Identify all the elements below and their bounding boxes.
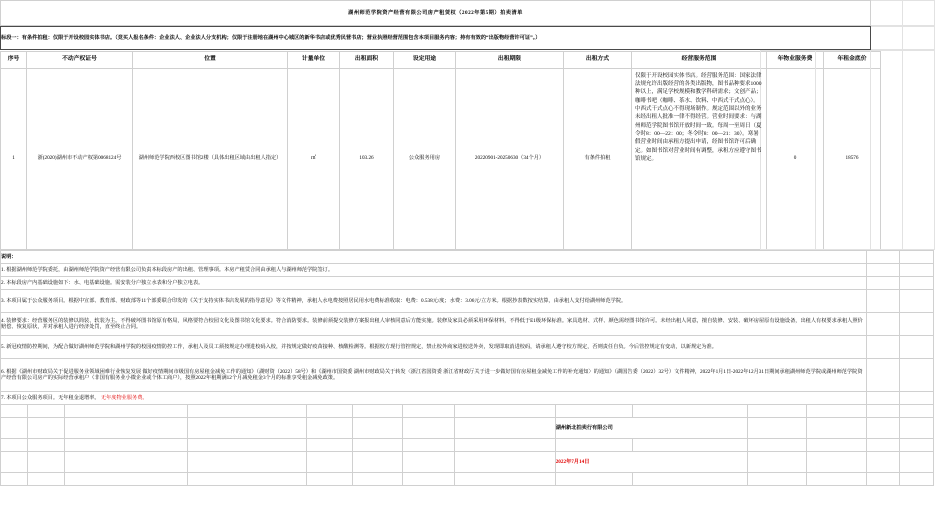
cell-usage: 公众服务用房 bbox=[394, 68, 456, 249]
listing-spacer-cell-2 bbox=[815, 51, 870, 250]
page-title: 湖州师范学院资产经营有限公司房产租赁权（2022年第5期）拍卖清单 bbox=[1, 1, 871, 26]
sig-blank-6 bbox=[353, 418, 403, 439]
notes-spacer-c2 bbox=[900, 277, 934, 290]
col-header-method: 出租方式 bbox=[564, 51, 632, 68]
blank-cell-3-9 bbox=[555, 473, 632, 486]
notes-spacer-a2 bbox=[900, 251, 934, 264]
blank-cell-1-10 bbox=[632, 405, 747, 418]
blank-cell-3-14 bbox=[900, 473, 934, 486]
listing-spacer-cell-3 bbox=[870, 51, 902, 250]
notes-spacer-g2 bbox=[900, 359, 934, 392]
note-item-7 bbox=[1, 392, 867, 405]
note-item-7-highlight: 无年度物业服务费。 bbox=[100, 394, 148, 401]
date-blank-3 bbox=[64, 452, 187, 473]
sig-blank-12 bbox=[807, 418, 867, 439]
note-row-4 bbox=[1, 313, 934, 336]
date-blank-2 bbox=[28, 452, 65, 473]
blank-cell-1-5 bbox=[307, 405, 353, 418]
sig-blank-7 bbox=[403, 418, 455, 439]
notice-spacer-cell-2 bbox=[903, 27, 935, 50]
date-blank-12 bbox=[807, 452, 867, 473]
date-blank-14 bbox=[900, 452, 934, 473]
notes-spacer-h2 bbox=[900, 392, 934, 405]
note-row-6 bbox=[1, 359, 934, 392]
col-header-term: 出租期限 bbox=[456, 51, 564, 68]
notes-spacer-g1 bbox=[867, 359, 900, 392]
cell-method: 有条件拍租 bbox=[564, 68, 632, 249]
blank-cell-3-12 bbox=[807, 473, 867, 486]
date-row bbox=[1, 452, 934, 473]
blank-cell-1-13 bbox=[867, 405, 900, 418]
notes-spacer-h1 bbox=[867, 392, 900, 405]
blank-cell-2-13 bbox=[867, 439, 900, 452]
blank-cell-1-6 bbox=[353, 405, 403, 418]
blank-cell-3-1 bbox=[1, 473, 28, 486]
cell-location: 湖州师范学院西校区图书馆2楼（具体出租区域由出租人指定） bbox=[133, 68, 288, 249]
blank-cell-3-10 bbox=[632, 473, 747, 486]
blank-row-3 bbox=[1, 473, 934, 486]
table-header-row bbox=[1, 51, 881, 68]
blank-cell-2-11 bbox=[747, 439, 807, 452]
notes-spacer-e1 bbox=[867, 313, 900, 336]
cell-term: 20220901-20250630（34个月） bbox=[456, 68, 564, 249]
blank-cell-2-6 bbox=[353, 439, 403, 452]
date-blank-1 bbox=[1, 452, 28, 473]
blank-row-2 bbox=[1, 439, 934, 452]
notes-spacer-d1 bbox=[867, 290, 900, 313]
cell-unit: ㎡ bbox=[288, 68, 340, 249]
col-header-index: 序号 bbox=[1, 51, 27, 68]
blank-cell-3-13 bbox=[867, 473, 900, 486]
note-item-7-plain: 7. 本项目公众服务项目。无年租金退增率。 bbox=[1, 394, 100, 401]
blank-cell-1-8 bbox=[455, 405, 555, 418]
auction-notice: 标段一：有条件拍租：仅限于开设校园实体书店。（竞买人报名条件：企业法人、企业法人分支机构；仅限于注册地在湖州中心城区的新华书店或优秀民营书店；营业执照经营范围包含本项目服务内容；持有有效的“出版物经营许可证”。） bbox=[1, 27, 871, 50]
col-header-scope: 经营服务范围 bbox=[632, 51, 767, 68]
date-blank-11 bbox=[747, 452, 807, 473]
note-row-2 bbox=[1, 277, 934, 290]
date-blank-4 bbox=[187, 452, 306, 473]
notes-spacer-b1 bbox=[867, 264, 900, 277]
note-item-2: 2. 本标段房产内基础设施如下：水、电基础设施。需安装分户独立水表和分户独立电表。 bbox=[1, 277, 867, 290]
blank-cell-3-11 bbox=[747, 473, 807, 486]
sig-blank-14 bbox=[900, 418, 934, 439]
blank-cell-2-7 bbox=[403, 439, 455, 452]
listing-spacer-cell-1 bbox=[760, 51, 815, 250]
blank-cell-1-14 bbox=[900, 405, 934, 418]
col-header-usage: 设定用途 bbox=[394, 51, 456, 68]
sig-blank-5 bbox=[307, 418, 353, 439]
date-blank-13 bbox=[867, 452, 900, 473]
sig-blank-4 bbox=[187, 418, 306, 439]
col-header-base-rent: 年租金底价 bbox=[824, 51, 881, 68]
sig-blank-11 bbox=[747, 418, 807, 439]
date-blank-7 bbox=[403, 452, 455, 473]
blank-row-1 bbox=[1, 405, 934, 418]
auction-company-name: 湖州新北拍卖行有限公司 bbox=[555, 418, 747, 439]
table-row bbox=[1, 68, 881, 249]
date-blank-8 bbox=[455, 452, 555, 473]
notice-spacer-cell-1 bbox=[871, 27, 903, 50]
title-spacer-cell-1 bbox=[871, 1, 903, 26]
col-header-area: 出租面积 bbox=[340, 51, 394, 68]
notes-spacer-c1 bbox=[867, 277, 900, 290]
blank-cell-2-12 bbox=[807, 439, 867, 452]
blank-cell-2-1 bbox=[1, 439, 28, 452]
blank-cell-1-4 bbox=[187, 405, 306, 418]
notes-label-row bbox=[1, 251, 934, 264]
cell-index: 1 bbox=[1, 68, 27, 249]
listing-spacer-cell-4 bbox=[902, 51, 934, 250]
note-item-1: 1. 根据湖州师范学院委托，由湖州师范学院资产经营有限公司负责本标段房产的出租、管理事项。本房产租赁合同由承租人与湖州师范学院签订。 bbox=[1, 264, 867, 277]
note-item-3: 3. 本项目属于公众服务项目。根据中宣部、教育部、财政部等11个部委联合印发的《关于支持实体书店发展的指导意见》等文件精神，承租人水电费按照居民用水电费标准收取：电费：0.538元/度；水费：3.06元/立方米。根据抄表数按实结算，由承租人支付给湖州师范学院。 bbox=[1, 290, 867, 313]
cell-scope: 仅限于开设校园实体书店。经营服务范围：国家法律法规允许出版经营的各类出版物，图书品种要求1000种以上，满足学校规模和教学科研需求；文创产品；咖啡书吧（咖啡、茶水、饮料、中西式干式点心）。中西式干式点心不得现场制作。规定范围以外的业务未经出租人批准一律不得经营。营业时间要求：与湖州师范学院图书馆开放时间一致。每周一至周日（夏令时8：00—22：00；冬令时8：00—21：30）。寒暑假营业时间由承租方提出申请，经图书馆许可后确定。如图书馆对营业时间有调整，承租方应遵守图书馆规定。 bbox=[632, 68, 767, 249]
blank-cell-2-5 bbox=[307, 439, 353, 452]
blank-cell-1-3 bbox=[64, 405, 187, 418]
blank-cell-1-12 bbox=[807, 405, 867, 418]
cell-property-fee: 0 bbox=[767, 68, 824, 249]
blank-cell-2-8 bbox=[455, 439, 555, 452]
listing-wrapper bbox=[0, 50, 935, 250]
cell-base-rent: 18576 bbox=[824, 68, 881, 249]
notes-spacer-d2 bbox=[900, 290, 934, 313]
blank-cell-2-4 bbox=[187, 439, 306, 452]
sig-blank-3 bbox=[64, 418, 187, 439]
blank-cell-2-9 bbox=[555, 439, 632, 452]
note-item-4: 4. 装修要求：经营服务区的装修以简装、软装为主。不得破坏图书馆原有格局，风格要符合校园文化及图书馆文化要求。符合消防要求。装修前须提交装修方案报出租人审核同意后方能实施。装修及家具必须采用环保材料，不得低于E1级环保标准。家具选材、式样、颜色需经图书馆许可。未经出租人同意，擅自装修、安装、破坏房屋原有设施设备，出租人有权要求承租人照价赔偿、恢复原状，并对承租人进行经济处罚，直至终止合同。 bbox=[1, 313, 867, 336]
blank-cell-2-3 bbox=[64, 439, 187, 452]
notice-row-table bbox=[0, 26, 935, 50]
notes-table bbox=[0, 250, 934, 486]
sig-blank-2 bbox=[28, 418, 65, 439]
blank-cell-1-2 bbox=[28, 405, 65, 418]
blank-cell-1-1 bbox=[1, 405, 28, 418]
sig-blank-8 bbox=[455, 418, 555, 439]
blank-cell-1-7 bbox=[403, 405, 455, 418]
notes-label: 说明： bbox=[1, 251, 867, 264]
blank-cell-3-5 bbox=[307, 473, 353, 486]
cell-area: 103.26 bbox=[340, 68, 394, 249]
note-item-6: 6. 根据《湖州市财政局关于促进服务业领域困难行业恢复发展 做好疫情期间市级国有房屋租金减免工作的通知》（湖财资（2022）58号）和《湖州市国资委 湖州市财政局关于转发〈浙江省国资委 浙江省财政厅关于进一步做好国有房屋租金减免工作的补充通知〉的通知》（湖国告委（2022）32号）文件精神，2022年1月1日-2022年12月31日期间承租湖州师范学院或湖州师范学院资产经营有限公司房产的实际经营承租户（非国有服务业小微企业或个体工商户），按照2022年租期满12个月减免租金3个月的标准享受租金减免政策。 bbox=[1, 359, 867, 392]
cell-cert-no: 浙(2020)湖州市不动产权第0068124号 bbox=[27, 68, 133, 249]
date-blank-6 bbox=[353, 452, 403, 473]
note-item-5: 5. 新冠疫情防控期间，为配合做好湖州师范学院和湖州学院的校园疫情防控工作，承租人及员工须按规定办理进校码入校，并按规定做好疫苗接种、核酸检测等。根据校方现行管控规定，禁止校外商家进校送外卖，发现即取消进校码，请承租人遵守校方规定，否则责任自负。今后管控规定有变动，以新规定为准。 bbox=[1, 336, 867, 359]
note-row-7 bbox=[1, 392, 934, 405]
notes-spacer-f2 bbox=[900, 336, 934, 359]
sig-blank-13 bbox=[867, 418, 900, 439]
notes-spacer-b2 bbox=[900, 264, 934, 277]
blank-cell-2-10 bbox=[632, 439, 747, 452]
col-header-location: 位置 bbox=[133, 51, 288, 68]
blank-cell-1-9 bbox=[555, 405, 632, 418]
auction-listing-table bbox=[0, 51, 881, 250]
note-row-5 bbox=[1, 336, 934, 359]
col-header-unit: 计量单位 bbox=[288, 51, 340, 68]
col-header-property-fee: 年物业服务费 bbox=[767, 51, 824, 68]
date-blank-5 bbox=[307, 452, 353, 473]
note-row-3 bbox=[1, 290, 934, 313]
blank-cell-3-6 bbox=[353, 473, 403, 486]
blank-cell-3-2 bbox=[28, 473, 65, 486]
notes-spacer-e2 bbox=[900, 313, 934, 336]
title-row-table bbox=[0, 0, 935, 26]
notes-spacer-a1 bbox=[867, 251, 900, 264]
blank-cell-2-2 bbox=[28, 439, 65, 452]
notes-spacer-f1 bbox=[867, 336, 900, 359]
blank-cell-2-14 bbox=[900, 439, 934, 452]
sig-blank-1 bbox=[1, 418, 28, 439]
note-row-1 bbox=[1, 264, 934, 277]
blank-cell-3-3 bbox=[64, 473, 187, 486]
blank-cell-3-7 bbox=[403, 473, 455, 486]
blank-cell-1-11 bbox=[747, 405, 807, 418]
listing-cell bbox=[0, 51, 867, 250]
col-header-cert-no: 不动产权证号 bbox=[27, 51, 133, 68]
document-date: 2022年7月14日 bbox=[555, 452, 747, 473]
blank-cell-3-8 bbox=[455, 473, 555, 486]
blank-cell-3-4 bbox=[187, 473, 306, 486]
title-spacer-cell-2 bbox=[903, 1, 935, 26]
signature-row bbox=[1, 418, 934, 439]
